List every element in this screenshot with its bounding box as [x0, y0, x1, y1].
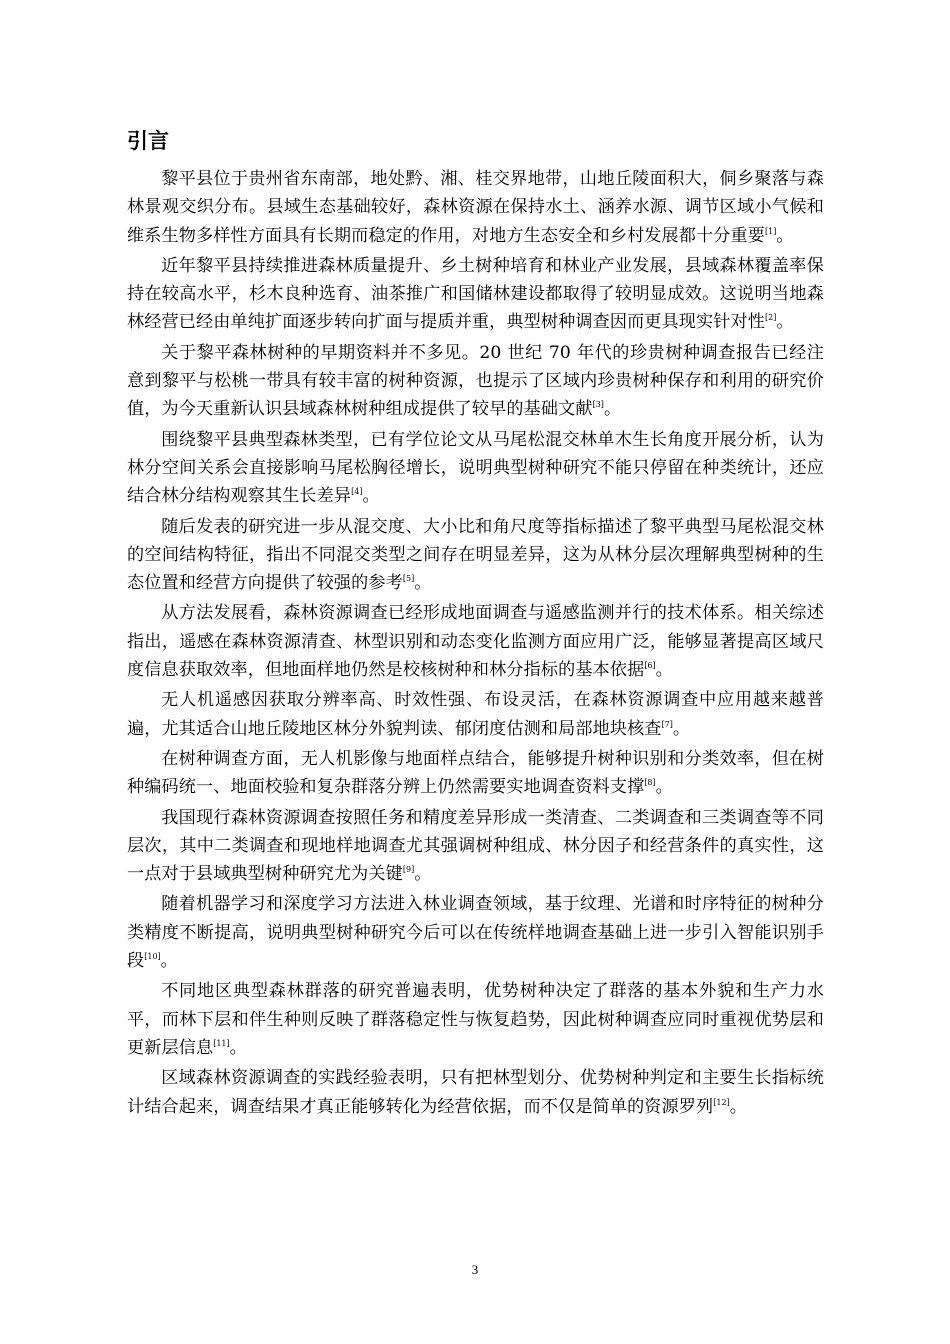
paragraph: [127, 426, 824, 511]
citation-marker: [1]: [765, 226, 777, 236]
paragraph-text: 随着机器学习和深度学习方法进入林业调查领域，基于纹理、光谱和时序特征的树种分类精度不断提高，说明典型树种研究今后可以在传统样地调查基础上进一步引入智能识别手段: [127, 894, 824, 972]
paragraph: [127, 165, 824, 250]
paragraph-text: 区域森林资源调查的实践经验表明，只有把林型划分、优势树种判定和主要生长指标统计结合起来，调查结果才真正能够转化为经营依据，而不仅是简单的资源罗列: [127, 1068, 824, 1117]
citation-marker: [3]: [592, 400, 604, 410]
paragraph-end-punctuation: 。: [603, 399, 622, 420]
paragraph-end-punctuation: 。: [729, 1096, 747, 1117]
paragraph-end-punctuation: 。: [776, 312, 794, 333]
paragraph: [127, 745, 824, 802]
paragraph: [127, 599, 824, 684]
paragraph-end-punctuation: 。: [362, 486, 380, 507]
section-heading: 引言: [127, 129, 169, 153]
citation-marker: [11]: [213, 1038, 230, 1048]
citation-marker: [9]: [402, 865, 415, 875]
paragraph-text: 从方法发展看，森林资源调查已经形成地面调查与遥感监测并行的技术体系。相关综述指出，遥感在森林资源清查、林型识别和动态变化监测方面应用广泛，能够显著提高区域尺度信息获取效率，但地面样地仍然是校核树种和林分指标的基本依据: [127, 603, 824, 681]
paragraph-text: 关于黎平森林树种的早期资料并不多见。20 世纪 70 年代的珍贵树种调查报告已经注意到黎平与松桃一带具有较丰富的树种资源，也提示了区域内珍贵树种保存和利用的研究价值，为今天重新认识县域森林树种组成提供了较早的基础文献: [127, 342, 824, 420]
paragraph: [127, 686, 824, 743]
paragraph-text: 近年黎平县持续推进森林质量提升、乡土树种培育和林业产业发展，县域森林覆盖率保持在较高水平，杉木良种选育、油茶推广和国储林建设都取得了较明显成效。这说明当地森林经营已经由单纯扩面逐步转向扩面与提质并重，典型树种调查因而更具现实针对性: [127, 255, 824, 333]
paragraph-text: 黎平县位于贵州省东南部，地处黔、湘、桂交界地带，山地丘陵面积大，侗乡聚落与森林景观交织分布。县域生态基础较好，森林资源在保持水土、涵养水源、调节区域小气候和维系生物多样性方面具有长期而稳定的作用，对地方生态安全和乡村发展都十分重要: [127, 169, 824, 246]
paragraph-text: 随后发表的研究进一步从混交度、大小比和角尺度等指标描述了黎平典型马尾松混交林的空间结构特征，指出不同混交类型之间存在明显差异，这为从林分层次理解典型树种的生态位置和经营方向提供了较强的参考: [127, 516, 824, 594]
paragraph-end-punctuation: 。: [160, 951, 178, 972]
paragraph: [127, 977, 824, 1062]
page-number: 3: [471, 1262, 479, 1277]
paragraph: [127, 890, 824, 975]
citation-marker: [8]: [644, 778, 656, 788]
citation-marker: [7]: [661, 719, 673, 729]
citation-marker: [12]: [713, 1097, 730, 1107]
paragraph-text: 在树种调查方面，无人机影像与地面样点结合，能够提升树种识别和分类效率，但在树种编码统一、地面校验和复杂群落分辨上仍然需要实地调查资料支撑: [127, 748, 824, 798]
paragraph-text: 不同地区典型森林群落的研究普遍表明，优势树种决定了群落的基本外貌和生产力水平，而林下层和伴生种则反映了群落稳定性与恢复趋势，因此树种调查应同时重视优势层和更新层信息: [127, 981, 824, 1058]
paragraph: [127, 1064, 824, 1121]
paragraph-text: 我国现行森林资源调查按照任务和精度差异形成一类清查、二类调查和三类调查等不同层次，其中二类调查和现地样地调查尤其强调树种组成、林分因子和经营条件的真实性，这一点对于县域典型树种研究尤为关键: [127, 807, 824, 885]
citation-marker: [5]: [402, 574, 415, 584]
paragraph-end-punctuation: 。: [414, 864, 432, 885]
paragraph: [127, 513, 824, 598]
paragraph: [127, 804, 824, 889]
paragraph: [127, 339, 824, 424]
citation-marker: [10]: [144, 952, 161, 962]
paragraph-end-punctuation: 。: [655, 777, 673, 798]
paragraph-end-punctuation: 。: [655, 660, 673, 681]
paragraph: [127, 252, 824, 337]
citation-marker: [2]: [765, 313, 777, 323]
paragraph-text: 无人机遥感因获取分辨率高、时效性强、布设灵活，在森林资源调查中应用越来越普遍，尤其适合山地丘陵地区林分外貌判读、郁闭度估测和局部地块核查: [127, 690, 824, 739]
body-text: [127, 165, 824, 1123]
paragraph-end-punctuation: 。: [672, 718, 691, 739]
paragraph-text: 围绕黎平县典型森林类型，已有学位论文从马尾松混交林单木生长角度开展分析，认为林分空间关系会直接影响马尾松胸径增长，说明典型树种研究不能只停留在种类统计，还应结合林分结构观察其生长差异: [127, 429, 824, 507]
paragraph-end-punctuation: 。: [776, 225, 794, 246]
paragraph-end-punctuation: 。: [414, 573, 432, 594]
citation-marker: [6]: [644, 661, 656, 671]
citation-marker: [4]: [351, 487, 363, 497]
paragraph-end-punctuation: 。: [229, 1037, 247, 1058]
